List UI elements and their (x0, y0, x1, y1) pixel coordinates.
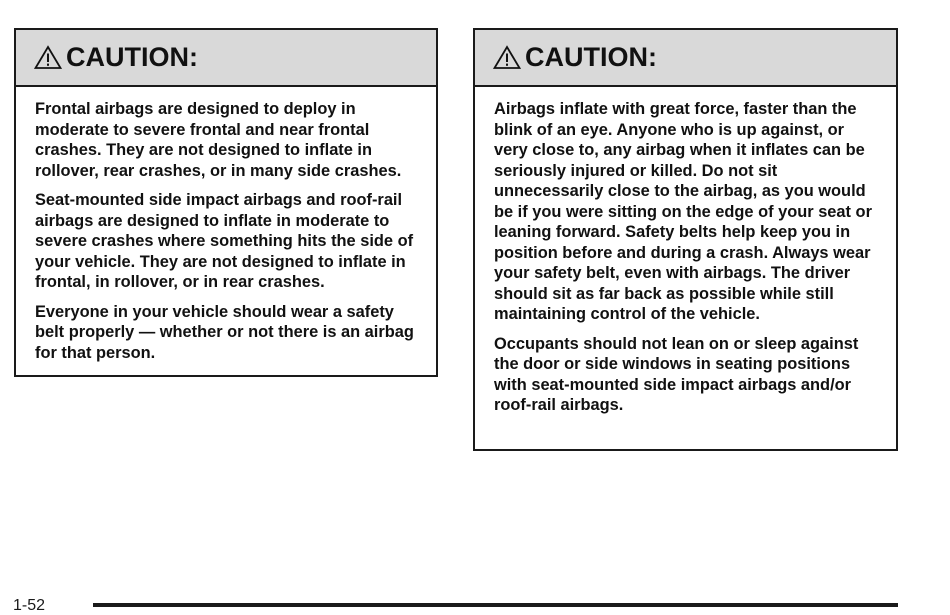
caution-body (475, 87, 896, 416)
caution-paragraph: Seat-mounted side impact airbags and roof-rail airbags are designed to inflate in moderate to severe crashes where something hits the side of your vehicle. They are not designed to inflate in frontal, in rollover, or in rear crashes. (35, 191, 414, 291)
page-number: 1-52 (13, 597, 46, 614)
caution-body (16, 87, 436, 363)
caution-paragraph: Occupants should not lean on or sleep against the door or side windows in seating positions with seat-mounted side impact airbags and/or roof-rail airbags. (494, 334, 859, 414)
caution-paragraph: Airbags inflate with great force, faster than the blink of an eye. Anyone who is up against, or very close to, any airbag when it inflates can be seriously injured or killed. Do not sit unnecessarily close to the airbag, as you would be if you were sitting on the edge of your seat or leaning forward. Safety belts help keep you in position before and during a crash. Always wear your safety belt, even with airbags. The driver should sit as far back as possible while still maintaining control of the vehicle. (494, 100, 872, 323)
caution-title: CAUTION: (525, 42, 657, 72)
footer-divider (93, 603, 898, 607)
caution-header (475, 30, 896, 87)
warning-triangle-icon (34, 45, 62, 70)
caution-paragraph: Frontal airbags are designed to deploy in moderate to severe frontal and near frontal crashes. They are not designed to inflate in rollover, rear crashes, or in many side crashes. (35, 100, 402, 180)
caution-box-airbag-force (473, 28, 898, 451)
caution-box-frontal-airbags (14, 28, 438, 377)
warning-triangle-icon (493, 45, 521, 70)
caution-header (16, 30, 436, 87)
caution-paragraph: Everyone in your vehicle should wear a safety belt properly — whether or not there is an airbag for that person. (35, 302, 414, 362)
caution-title: CAUTION: (66, 42, 198, 72)
